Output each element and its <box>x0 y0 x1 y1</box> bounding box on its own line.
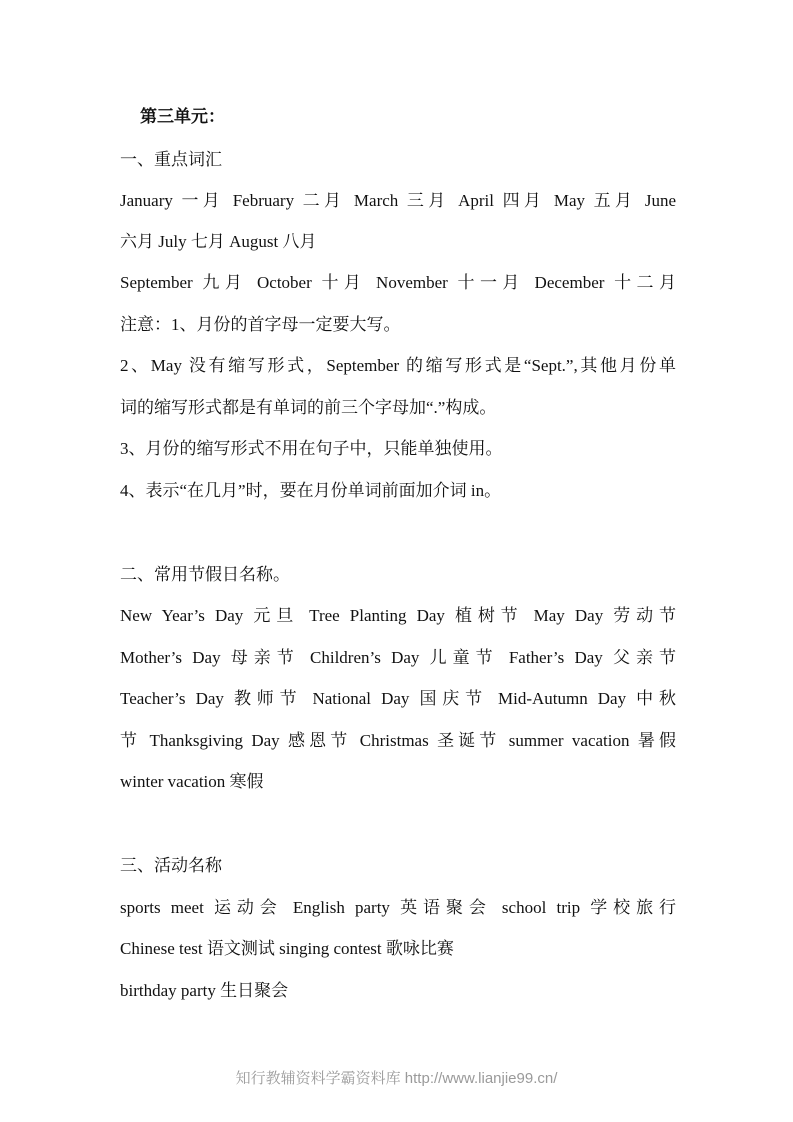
note-line: 词的缩写形式都是有单词的前三个字母加“.”构成。 <box>120 398 497 417</box>
footer-watermark: 知行教辅资料学霸资料库 http://www.lianjie99.cn/ <box>235 1070 558 1087</box>
activity-line: sports meet 运动会 English party 英语聚会 school trip 学校旅行 <box>120 898 676 917</box>
holiday-line: Teacher’s Day 教师节 National Day 国庆节 Mid-Autumn Day 中秋 <box>120 689 676 708</box>
activity-line: Chinese test 语文测试 singing contest 歌咏比赛 <box>120 939 454 958</box>
vocab-line: September 九月 October 十月 November 十一月 December 十二月 <box>120 273 676 292</box>
section-heading-holidays: 二、常用节假日名称。 <box>120 565 290 584</box>
section-heading-vocabulary: 一、重点词汇 <box>120 150 222 169</box>
note-line: 2、May 没有缩写形式，September 的缩写形式是“Sept.”,其他月份单 <box>120 356 676 375</box>
holiday-line: New Year’s Day 元旦 Tree Planting Day 植树节 May Day 劳动节 <box>120 606 676 625</box>
vocab-line: January 一月 February 二月 March 三月 April 四月 May 五月 June <box>120 191 676 210</box>
holiday-line: Mother’s Day 母亲节 Children’s Day 儿童节 Father’s Day 父亲节 <box>120 648 676 667</box>
unit-title: 第三单元： <box>140 107 225 126</box>
holiday-line: 节 Thanksgiving Day 感恩节 Christmas 圣诞节 summer vacation 暑假 <box>120 731 676 750</box>
vocab-line: 六月 July 七月 August 八月 <box>120 232 317 251</box>
activity-line: birthday party 生日聚会 <box>120 981 289 1000</box>
section-heading-activities: 三、活动名称 <box>120 856 222 875</box>
note-line: 注意：1、月份的首字母一定要大写。 <box>120 315 401 334</box>
note-line: 4、表示“在几月”时，要在月份单词前面加介词 in。 <box>120 481 502 500</box>
holiday-line: winter vacation 寒假 <box>120 772 264 791</box>
note-line: 3、月份的缩写形式不用在句子中，只能单独使用。 <box>120 439 503 458</box>
